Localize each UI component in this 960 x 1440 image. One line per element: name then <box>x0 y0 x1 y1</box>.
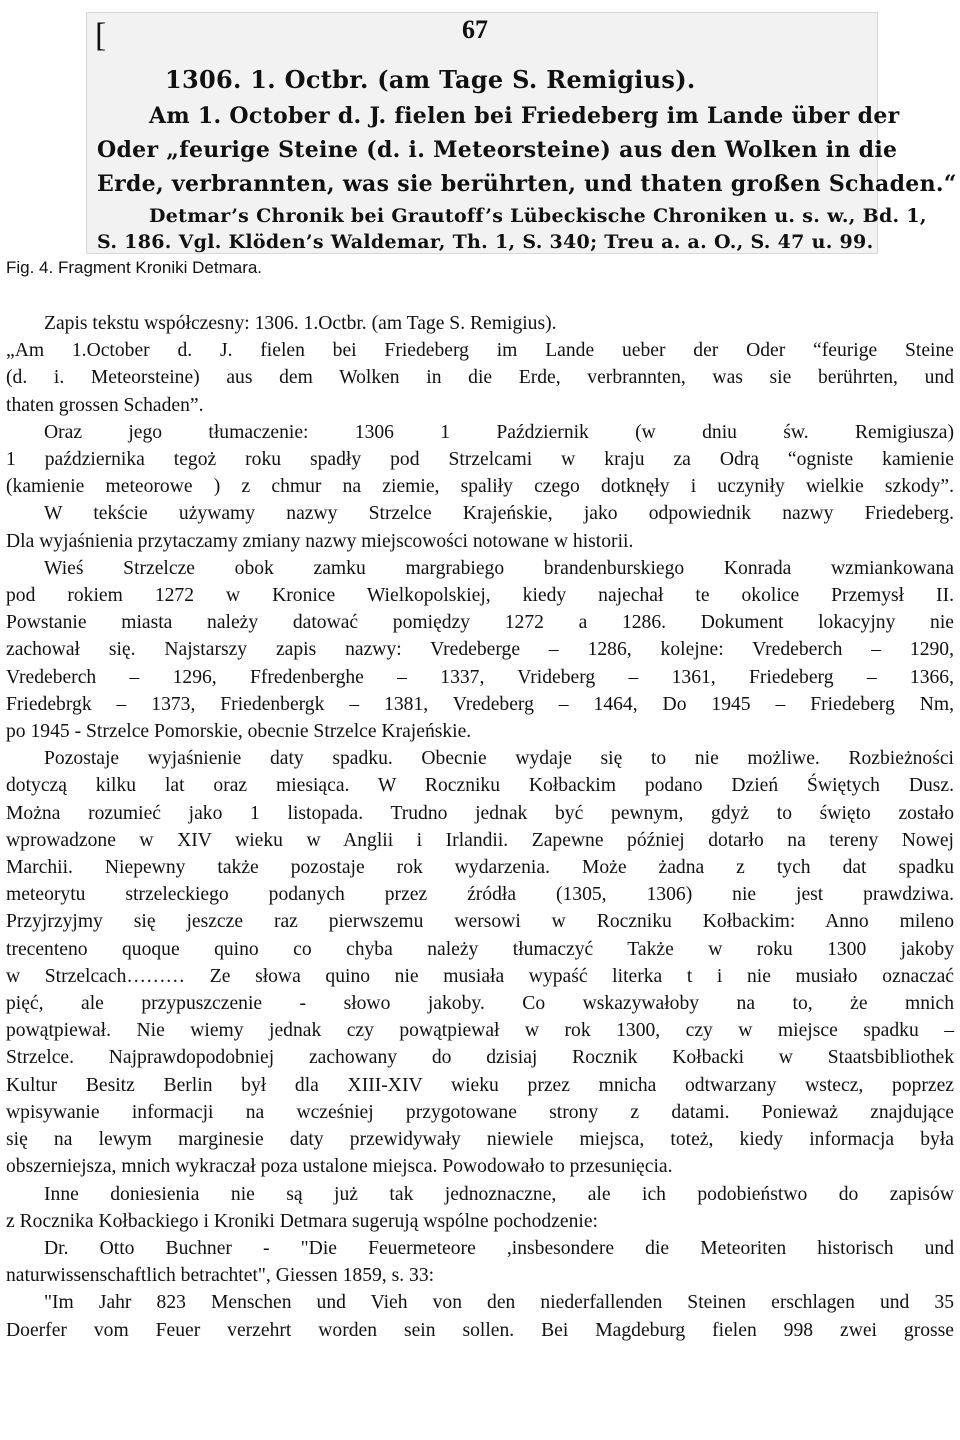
text-line: "Im Jahr 823 Menschen und Vieh von den niederfallenden Steinen erschlagen und 35 <box>44 1292 954 1314</box>
text-line: trecenteno quoque quino co chyba należy tłumaczyć Także w roku 1300 jakoby <box>6 938 954 960</box>
text-line: Dla wyjaśnienia przytaczamy zmiany nazwy miejscowości notowane w historii. <box>6 530 634 552</box>
text-line: Vredeberch – 1296, Ffredenberghe – 1337, Vrideberg – 1361, Friedeberg – 1366, <box>6 666 954 688</box>
text-line: dotyczą kilku lat oraz miesiąca. W Roczniku Kołbackim podano Dzień Świętych Dusz. <box>6 775 954 797</box>
scan-bracket: [ <box>95 17 107 54</box>
text-line: Wieś Strzelcze obok zamku margrabiego brandenburskiego Konrada wzmiankowana <box>44 557 954 579</box>
text-line: z Rocznika Kołbackiego i Kroniki Detmara sugerują wspólne pochodzenie: <box>6 1210 598 1232</box>
scan-page-number: 67 <box>462 15 488 44</box>
scan-line: S. 186. Vgl. Klöden’s Waldemar, Th. 1, S. 340; Treu a. a. O., S. 47 u. 99. <box>97 231 874 253</box>
text-line: wpisywanie informacji na wcześniej przygotowane strony z datami. Ponieważ znajdujące <box>6 1101 954 1123</box>
text-line: pod rokiem 1272 w Kronice Wielkopolskiej, kiedy najechał te okolice Przemysł II. <box>6 585 954 607</box>
text-line: naturwissenschaftlich betrachtet", Giessen 1859, s. 33: <box>6 1265 435 1287</box>
text-line: Inne doniesienia nie są już tak jednoznaczne, ale ich podobieństwo do zapisów <box>44 1183 954 1205</box>
text-line: Przyjrzyjmy się jeszcze raz pierwszemu wersowi w Roczniku Kołbackim: Anno mileno <box>6 911 954 933</box>
text-line: wprowadzone w XIV wieku w Anglii i Irlandii. Zapewne później dotarło na tereny Nowej <box>6 829 954 851</box>
text-line: „Am 1.October d. J. fielen bei Friedeberg im Lande ueber der Oder “feurige Steine <box>6 340 954 362</box>
text-line: Można rozumieć jako 1 listopada. Trudno jednak być pewnym, gdyż to święto zostało <box>6 802 954 824</box>
figure-caption: Fig. 4. Fragment Kroniki Detmara. <box>6 258 263 277</box>
text-line: zachował się. Najstarszy zapis nazwy: Vredeberge – 1286, kolejne: Vredeberch – 1290, <box>6 639 954 661</box>
text-line: obszerniejsza, mnich wykraczał poza ustalone miejsca. Powodowało to przesunięcia. <box>6 1156 673 1178</box>
text-line: meteorytu strzeleckiego podanych przez źródła (1305, 1306) nie jest prawdziwa. <box>6 884 954 906</box>
text-line: w Strzelcach……… Ze słowa quino nie musiała wypaść literka t i nie musiało oznaczać <box>6 965 954 987</box>
text-line: Doerfer vom Feuer verzehrt worden sein sollen. Bei Magdeburg fielen 998 zwei grosse <box>6 1319 954 1341</box>
text-line: W tekście używamy nazwy Strzelce Krajeńskie, jako odpowiednik nazwy Friedeberg. <box>44 503 954 525</box>
text-line: Pozostaje wyjaśnienie daty spadku. Obecnie wydaje się to nie możliwe. Rozbieżności <box>44 748 954 770</box>
document-body <box>6 310 954 1344</box>
text-line: Dr. Otto Buchner - "Die Feuermeteore ,insbesondere die Meteoriten historisch und <box>44 1237 954 1259</box>
scan-line: Oder „feurige Steine (d. i. Meteorsteine) aus den Wolken in die <box>97 137 898 163</box>
text-line: powątpiewał. Nie wiemy jednak czy powątpiewał w rok 1300, czy w miejsce spadku – <box>6 1020 954 1042</box>
text-line: 1 października tegoż roku spadły pod Strzelcami w kraju za Odrą “ogniste kamienie <box>6 449 954 471</box>
text-line: Zapis tekstu współczesny: 1306. 1.Octbr. (am Tage S. Remigius). <box>44 313 557 334</box>
scan-line: Detmar’s Chronik bei Grautoff’s Lübeckische Chroniken u. s. w., Bd. 1, <box>149 205 927 227</box>
text-line: Strzelce. Najprawdopodobniej zachowany do dzisiaj Rocznik Kołbacki w Staatsbibliothek <box>6 1047 954 1069</box>
scan-line: 1306. 1. Octbr. (am Tage S. Remigius). <box>165 65 696 94</box>
text-line: Kultur Besitz Berlin był dla XIII-XIV wieku przez mnicha odtwarzany wstecz, poprzez <box>6 1074 954 1096</box>
text-line: Friedebrgk – 1373, Friedenbergk – 1381, Vredeberg – 1464, Do 1945 – Friedeberg Nm, <box>6 693 954 715</box>
text-line: się na lewym marginesie daty przewidywały niewiele miejsca, toteż, kiedy informacja była <box>6 1129 954 1151</box>
text-line: Powstanie miasta należy datować pomiędzy 1272 a 1286. Dokument lokacyjny nie <box>6 612 954 634</box>
text-line: pięć, ale przypuszczenie - słowo jakoby. Co wskazywałoby na to, że mnich <box>6 993 954 1015</box>
text-line: Oraz jego tłumaczenie: 1306 1 Październik (w dniu św. Remigiusza) <box>44 421 954 443</box>
scanned-chronicle-fragment <box>86 12 957 254</box>
text-line: po 1945 - Strzelce Pomorskie, obecnie Strzelce Krajeńskie. <box>6 721 472 743</box>
paragraph-modern-transcription <box>6 310 954 337</box>
text-line: (d. i. Meteorsteine) aus dem Wolken in die Erde, verbrannten, was sie berührten, und <box>6 367 954 389</box>
text-line: Marchii. Niepewny także pozostaje rok wydarzenia. Może żadna z tych dat spadku <box>6 857 954 879</box>
text-line: (kamienie meteorowe ) z chmur na ziemie, spaliły czego dotknęły i uczyniły wielkie szkody”. <box>6 476 954 498</box>
scan-line: Am 1. October d. J. fielen bei Friedeberg im Lande über der <box>149 103 900 129</box>
scan-line: Erde, verbrannten, was sie berührten, und thaten großen Schaden.“ <box>97 171 957 197</box>
text-line: thaten grossen Schaden”. <box>6 394 204 416</box>
